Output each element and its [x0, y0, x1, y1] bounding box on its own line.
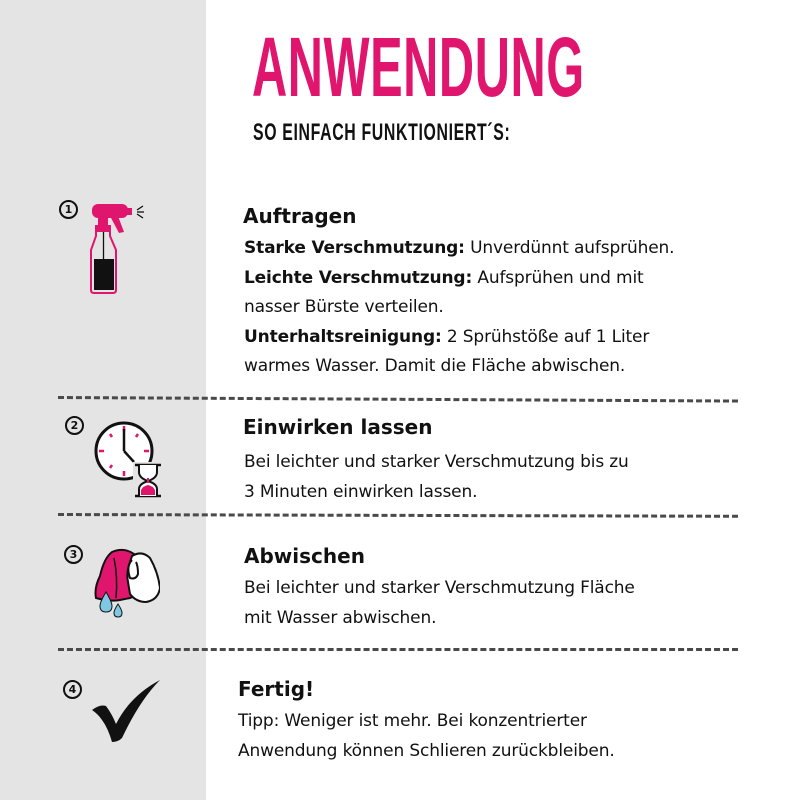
step-description — [244, 234, 674, 382]
step-number-badge: 2 — [65, 416, 84, 435]
step-title: Abwischen — [244, 544, 365, 568]
description-line: Anwendung können Schlieren zurückbleiben. — [238, 740, 615, 761]
description-line: Starke Verschmutzung: Unverdünnt aufsprühen. — [244, 238, 675, 258]
description-line: nasser Bürste verteilen. — [244, 297, 444, 317]
step-number-badge: 3 — [64, 545, 83, 564]
spray-bottle-icon — [88, 198, 156, 296]
description-line: warmes Wasser. Damit die Fläche abwischen. — [244, 356, 626, 376]
description-line: Tipp: Weniger ist mehr. Bei konzentrierter — [238, 711, 587, 731]
step-description — [244, 448, 629, 507]
step-title: Fertig! — [238, 677, 315, 701]
clock-hourglass-icon — [93, 420, 165, 500]
description-line: Bei leichter und starker Verschmutzung Fläche — [244, 578, 635, 598]
divider — [58, 648, 738, 651]
description-line: mit Wasser abwischen. — [244, 607, 437, 628]
page-subtitle: SO EINFACH FUNKTIONIERT´S: — [253, 119, 511, 146]
step-description — [238, 707, 615, 766]
checkmark-icon — [90, 678, 162, 744]
description-line: Leichte Verschmutzung: Aufsprühen und mit — [244, 267, 644, 288]
step-title: Einwirken lassen — [243, 415, 433, 439]
step-title: Auftragen — [243, 204, 357, 228]
hand-cloth-wipe-icon — [92, 548, 160, 618]
description-line: 3 Minuten einwirken lassen. — [244, 481, 478, 502]
step-description — [244, 574, 635, 633]
step-number-badge: 4 — [63, 680, 82, 699]
description-line: Unterhaltsreinigung: 2 Sprühstöße auf 1 Liter — [244, 326, 650, 347]
description-line: Bei leichter und starker Verschmutzung bis zu — [244, 452, 629, 472]
step-number-badge: 1 — [59, 200, 78, 219]
page-title: ANWENDUNG — [252, 20, 585, 114]
